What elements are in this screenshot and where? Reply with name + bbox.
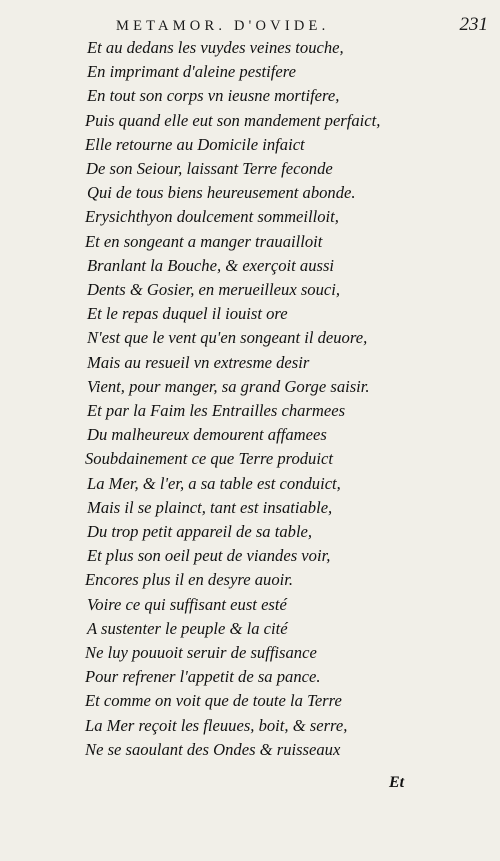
verse-line: Dents & Gosier, en merueilleux souci, (87, 280, 341, 299)
verse-line: En imprimant d'aleine pestifere (87, 62, 296, 82)
verse-line: Encores plus il en desyre auoir. (85, 570, 294, 590)
verse-line: Ne se saoulant des Ondes & ruisseaux (85, 739, 341, 759)
running-head: METAMOR. D'OVIDE. (116, 18, 330, 34)
verse-line: Elle retourne au Domicile infaict (85, 134, 305, 154)
verse-line: En tout son corps vn ieusne mortifere, (87, 86, 340, 106)
verse-line: Soubdainement ce que Terre produict (85, 449, 333, 469)
verse-line: Et au dedans les vuydes veines touche, (87, 38, 344, 57)
verse-line: Et plus son oeil peut de viandes voir, (87, 546, 331, 566)
verse-line: Et le repas duquel il iouist ore (87, 304, 288, 324)
verse-line: Vient, pour manger, sa grand Gorge saisir. (87, 376, 370, 396)
verse-line: Du trop petit appareil de sa table, (87, 522, 313, 541)
verse-line: Et en songeant a manger trauailloit (85, 231, 323, 251)
verse-line: N'est que le vent qu'en songeant il deuore, (87, 328, 368, 348)
verse-line: Mais il se plainct, tant est insatiable, (87, 497, 333, 517)
verse-line: Du malheureux demourent affamees (87, 425, 327, 445)
verse-line: Erysichthyon doulcement sommeilloit, (85, 207, 339, 227)
verse-line: Ne luy pouuoit seruir de suffisance (85, 643, 317, 662)
verse-line: Pour refrener l'appetit de sa pance. (85, 667, 321, 687)
verse-line: Qui de tous biens heureusement abonde. (87, 183, 356, 203)
catchword: Et (389, 774, 405, 791)
verse-line: La Mer, & l'er, a sa table est conduict, (87, 473, 341, 493)
verse-line: Branlant la Bouche, & exerçoit aussi (87, 255, 335, 275)
verse-line: Et par la Faim les Entrailles charmees (87, 401, 346, 420)
verse-line: A sustenter le peuple & la cité (87, 618, 288, 638)
verse-line: La Mer reçoit les fleuues, boit, & serre, (85, 715, 348, 735)
verse-line: Et comme on voit que de toute la Terre (85, 691, 342, 711)
verse-line: Voire ce qui suffisant eust esté (87, 594, 287, 614)
verse-line: Mais au resueil vn extresme desir (87, 352, 310, 372)
page-number: 231 (459, 14, 488, 35)
verse-line: Puis quand elle eut son mandement perfaict, (85, 110, 381, 130)
verse-line: De son Seiour, laissant Terre feconde (86, 159, 333, 178)
